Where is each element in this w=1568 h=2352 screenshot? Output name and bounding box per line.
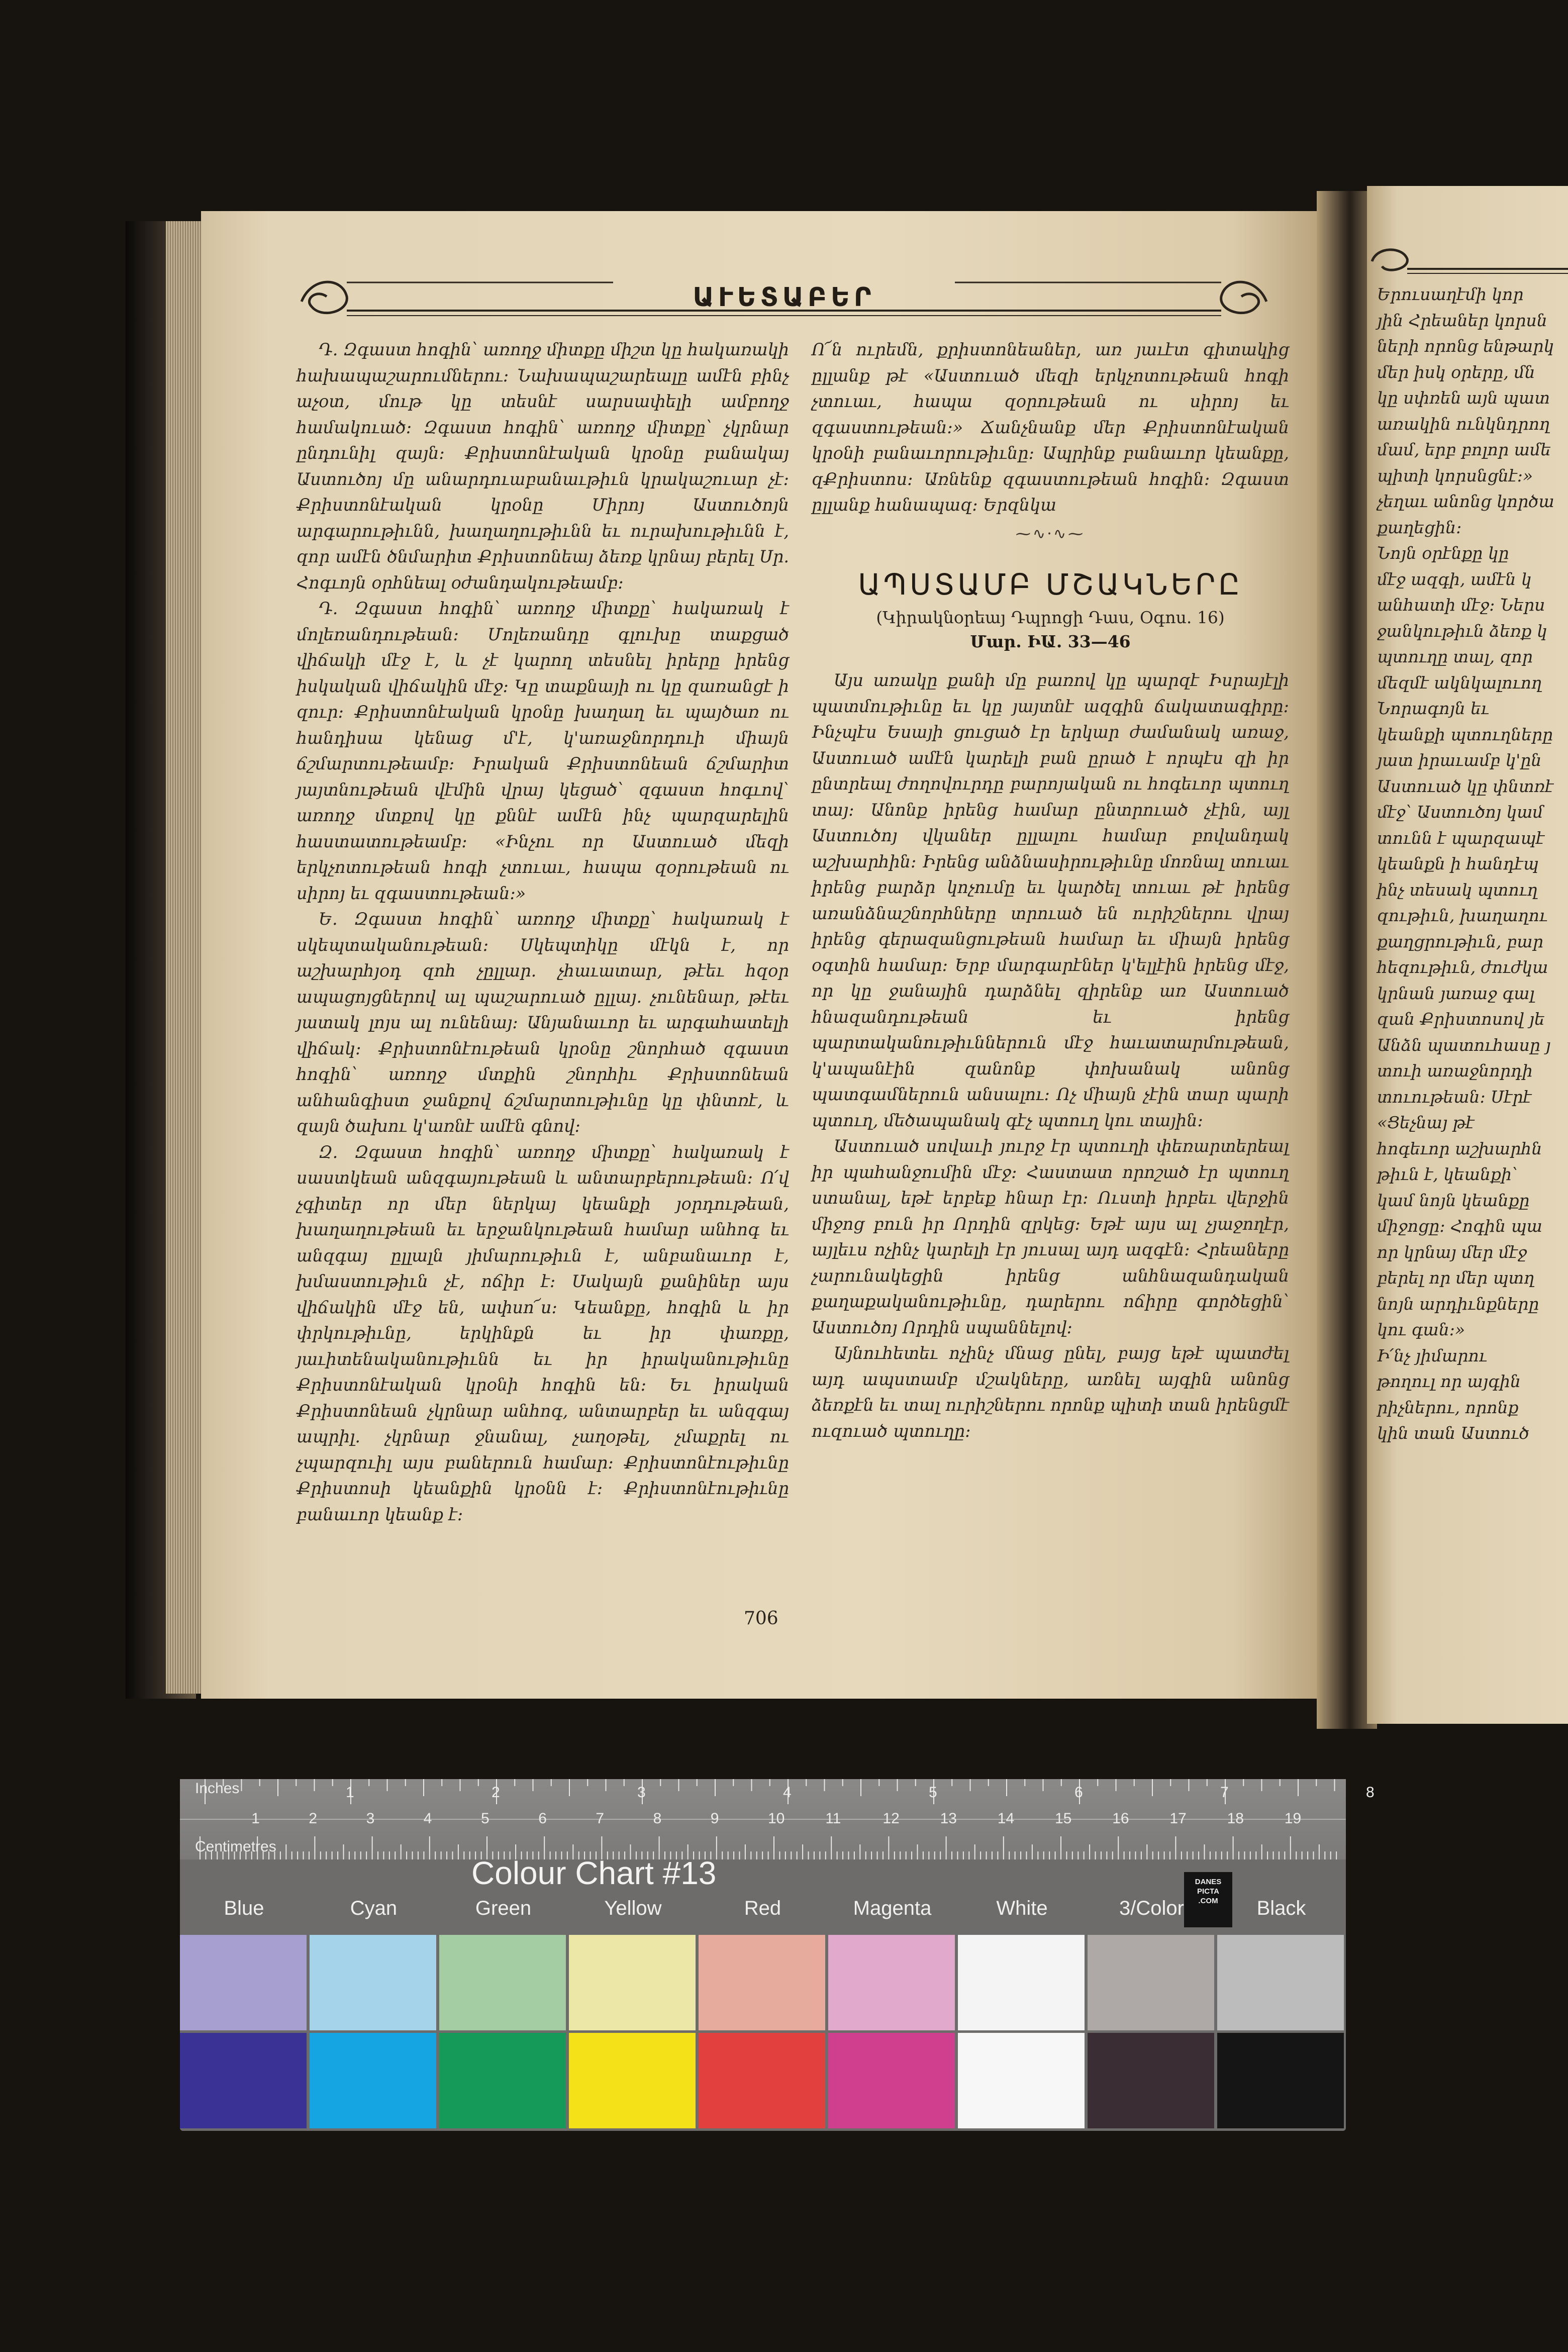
text-line: կամ նոյն կեանքը [1377,1190,1530,1210]
text-line: որ կրնայ մեր մէջ [1377,1242,1527,1262]
text-line: նոյն արդիւնքները [1377,1294,1539,1314]
cm-number: 4 [423,1810,432,1827]
swatch-label: Black [1256,1897,1306,1919]
text-line: կին տան Աստուծ [1377,1423,1529,1443]
cm-number: 18 [1227,1810,1244,1827]
inch-number: 8 [1366,1784,1375,1801]
ruler [180,1779,1375,1859]
swatch-light [1088,1935,1214,2030]
swatch-dark [1217,2033,1344,2128]
text-line: տուութեան։ Սէրէ [1377,1087,1532,1107]
page-header [291,271,1277,327]
text-line: պտուղը տալ, զոր [1377,647,1533,666]
paragraph: Դ. Զգաստ հոգին՝ առողջ միտքը՝ հակառակ է մոլեռանդութեան։ Մոլեռանդը գլուխը տաքցած վիճակի մէջ է, և չէ կարող տեսնել իրերը իրենց իսկական վիճակին մէջ։ Կը տաքնայի ու կը զառանցէ ի զուր։ Քրիստոնէական կրօնը խաղաղ եւ պայծառ ու հանդիսա կենաց մ'է, կ'առաջնորդուի միայն ճշմարտութեամբ։ Իրական Քրիստոնեան ճշմարիտ յայտնութեան վէմին վրայ կեցած՝ զգաստ հոգւով՝ առողջ մտքով կը քննէ ամէն ինչ պարզարելին հաստատութեամբ։ «Ինչու որ Աստուած մեզի երկչոտութեան հոգի չտուաւ, հապա զօրութեան ու սիրոյ եւ զգաստութեան։» [297,599,789,903]
cm-number: 12 [883,1810,900,1827]
swatch-dark [569,2033,696,2128]
swatch-dark [828,2033,955,2128]
swatch-label: Magenta [853,1897,932,1919]
text-line: չեղաւ անոնց կործա [1377,492,1554,511]
cm-number: 2 [309,1810,318,1827]
swatch-light [1217,1935,1344,2030]
text-line: Ի՛նչ յիմարու [1377,1345,1487,1365]
swatch-light [569,1935,696,2030]
text-line: մէջ ազգի, ամէն կ [1377,569,1532,589]
text-line: ջանկութիւն ձեռք կ [1377,621,1547,641]
text-line: Անձն պատուհասը յ [1377,1035,1551,1055]
paragraph: Դ. Զգաստ հոգին՝ առողջ միտքը միշտ կը հակառակի հախապաշարումներու։ Նախապաշարեալը ամէն բինչ աչօտ, մութ կը տեսնէ սարսափելի ամբողջ համակուած։ Զգաստ հոգին՝ առողջ միտքը՝ չկրնար ընդունիլ զայն։ Քրիստոնէական կրօնը բանակայ Աստուծոյ մը անարդուաբանաւթիւն կրակաշուար չէ։ Քրիստոնէական կրօնը Միրոյ Աստուծոյն արգարութիւնն, խաղաղութիւնն եւ ուրախութիւնն է, զոր ամէն ծնմարիտ Քրիստոնեայ ձեռք կրնայ բերել Սր. Հոգւոյն օրհնեալ օժանդակութեամբ։ [297,340,789,593]
inch-number: 4 [783,1784,792,1801]
text-line: պիտի կորսնցնէ։» [1377,465,1533,485]
text-line: Նորագոյն եւ [1377,699,1489,718]
cm-number: 8 [653,1810,662,1827]
text-line: կեանքն ի հանդէպ [1377,854,1539,873]
swatch-label: Yellow [604,1897,662,1919]
text-line: առակին ունկնդրող [1377,414,1550,434]
text-line: կեանքի պտուղները [1377,724,1553,744]
paragraph: Ե. Զգաստ հոգին՝ առողջ միտքը՝ հակառակ է սկեպտականութեան։ Սկեպտիկը մէկն է, որ աշխարհյօդ զոհ չըլլար. չհաւատար, թէեւ հզօր ապացոյցներով ալ պաշարուած ըլլայ. չունենար, թէեւ յատակ լոյս ալ ունենայ։ Անյանաւոր եւ արգահատելի վիճակ։ Քրիստոնէութեան կրօնը շնորհած զգաստ հոգին՝ առողջ մտքին շնորհիւ Քրիստոնեան անհանգիստ ջանքով ճշմարտութիւնը կը փնտռէ, և զայն ծախու կ'առնէ ամէն գնով։ [297,909,789,1136]
cm-number: 13 [940,1810,957,1827]
text-line: քաղցրութիւն, բար [1377,931,1543,951]
article-source: (Կիրակնօրեայ Դպրոցի Դաս, Օգոս. 16) [876,608,1225,627]
text-line: մեզմէ ակնկալուող [1377,672,1542,693]
cm-number: 5 [481,1810,489,1827]
text-line: զութիւն, խաղաղու [1377,906,1548,925]
text-line: կու գան։» [1377,1320,1465,1339]
swatch-label: Cyan [350,1897,398,1919]
text-line: ինչ տեսակ պտուղ [1377,879,1538,900]
cm-number: 19 [1284,1810,1302,1827]
text-line: միջոցը։ Հոգին պա [1377,1216,1542,1236]
swatch-label: Blue [224,1897,264,1919]
text-line: Աստուած կը փնտռէ [1377,776,1554,796]
text-line: զան Քրիստոսով յե [1377,1009,1545,1029]
swatch-dark [180,2033,307,2128]
paragraph: Ո՜ն ուրեմն, քրիստոնեաներ, առ յաւէտ գիտակից ըլլանք թէ «Աստուած մեզի երկչոտութեան հոգի չտուաւ, հապա զօրութեան ու սիրոյ եւ զգաստութեան։» Ճանչնանք մեր Քրիստոնէական կրօնի բանաւորութիւնը։ Ապրինք բանաւոր կեանքը, զՔրիստոս։ Առնենք զգաստութեան հոգին։ Զգաստ ըլլանք հանապազ։ Երզնկա [812,340,1289,515]
text-line: կրնան յառաջ գալ [1377,983,1535,1003]
text-line: մէջ՝ Աստուծոյ կամ [1377,802,1543,822]
scripture-reference: Մար. ԻԱ. 33—46 [970,632,1131,651]
cm-number: 9 [710,1810,719,1827]
text-line: բերել որ մեր պտղ [1377,1268,1535,1288]
page-edges [166,221,201,1694]
cm-number: 7 [596,1810,605,1827]
header-ornament [1367,246,1568,276]
swatch-label: Green [475,1897,532,1919]
inch-number: 6 [1074,1784,1083,1801]
swatch-light [439,1935,566,2030]
text-line: ների որոնց ենթարկ [1377,336,1554,356]
swatch-label: 3/Color [1119,1897,1184,1919]
cm-number: 3 [366,1810,375,1827]
text-column-2 [812,337,1289,1444]
paragraph: Այնուհետեւ ոչինչ մնաց ընել, բայց եթէ պատժել այդ ապստամբ մշակները, առնել այգին անոնց ձեռքէն եւ տալ ուրիշներու որոնք պիտի տան իրենցմէ ուզուած պտուղը։ [812,1343,1289,1441]
swatch-dark [1088,2033,1214,2128]
left-page [201,211,1322,1699]
cm-number: 11 [825,1810,841,1827]
inch-number: 2 [492,1784,500,1801]
cm-number: 10 [768,1810,785,1827]
swatch-light [958,1935,1085,2030]
right-page-text [1377,281,1568,1446]
text-line: Երուսաղէմի կոր [1377,284,1524,304]
text-line: թիւն է, կեանքի՝ [1377,1164,1518,1184]
text-line: մեր իսկ օրերը, մն [1377,362,1535,382]
swatch-light [310,1935,436,2030]
page-number: 706 [744,1608,778,1629]
inch-number: 3 [637,1784,646,1801]
cm-number: 14 [997,1810,1015,1827]
text-line: տուի առաջնորդի [1377,1061,1533,1081]
danes-picta-logo: DANES PICTA .COM [1184,1872,1232,1927]
cm-number: 1 [251,1810,260,1827]
swatch-light [180,1935,307,2030]
swatch-label: Red [744,1897,781,1919]
text-line: Նոյն օրէնքը կը [1377,543,1509,563]
paragraph: Այս առակը քանի մը բառով կը պարզէ Իսրայէլի պատմութիւնը եւ կը յայտնէ ազգին ճակատագիրը։ Ինչպէս Եսայի ցուցած էր երկար ժամանակ առաջ, Աստուած ամէն կարելի բան ըրած է որպէս զի իր ընտրեալ ժողովուրդը բարոյական ու հոգեւոր պտուղ տայ։ Անոնք իրենց համար ընտրուած չէին, այլ Աստուծոյ վկաներ ըլլալու համար բովանդակ աշխարհին։ Իրենց անձնասիրութիւնը մոռնալ տուաւ իրենց բարձր կոչումը եւ կարծել տուաւ թէ իրենց առանձնաշնորհները տրուած են ուրիշներու վրայ իրենց գերազանցութեան համար եւ միայն իրենց օգտին համար։ Երբ մարգարէներ կ'ելլէին իրենց մէջ, որ կը ջանային դարձնել զիրենք առ Աստուած հնազանդութեան եւ իրենց պարտականութիւններուն մէջ հաւատարմութեան, կ'ապանէին զանոնք փոխանակ անոնց պատգամներուն անսալու։ Ոչ միայն չէին տար պարի պտուղ, մեծապանակ գէչ պտուղ կու տային։ [812,670,1289,1130]
swatch-light [699,1935,825,2030]
colour-chart-title: Colour Chart #13 [471,1855,717,1891]
text-line: յատ իրաւամբ կ'ըն [1377,750,1542,770]
inches-label: Inches [195,1780,240,1797]
paragraph: Զ. Զգաստ հոգին՝ առողջ միտքը՝ հակառակ է սաստկեան անզգայութեան և անտարբերութեան։ Ո՛վ չգիտեր որ մեր ներկայ կեանքի յօրդութեան, խաղաղութեան եւ երջանկութեան համար անհոգ եւ անզգայ ըլլալն յիմարութիւն է, անբանաւոր է, խմաստութիւն չէ, ոճիր է։ Սակայն քանիներ այս վիճակին մէջ են, ափսո՜ս։ Կեանքը, հոգին և իր փրկութիւնը, երկինքն եւ իր փառքը, յաւիտենականութիւնն եւ իր իրականութիւնը Քրիստոնէական կրօնի հոգին են։ Եւ իրական Քրիստոնեան չկրնար անհոգ, անտարբեր եւ անզգայ ապրիլ. չկրնար ջնանալ, չաղօթել, չմաքրել ու չպարզուիլ այս բաներուն համար։ Քրիստոնէութիւնը Քրիստոսի կեանքին կրօնն է։ Քրիստոնէութիւնը բանաւոր կեանք է։ [297,1142,789,1524]
cm-number: 6 [538,1810,547,1827]
swatch-light [828,1935,955,2030]
text-line: յին Հրեաներ կորսն [1377,310,1547,330]
text-line: քաղեցին։ [1377,517,1462,537]
cm-number: 17 [1169,1810,1187,1827]
text-line: հոգեւոր աշխարհն [1377,1138,1542,1158]
running-head: ԱՒԵՏԱԲԵՐ [693,282,875,313]
article-title: ԱՊՍՏԱՄԲ ՄՇԱԿՆԵՐԸ [858,567,1243,602]
text-line: մամ, երբ բոլոր ամե [1377,440,1551,459]
text-line: անհատի մէջ։ Ներս [1377,595,1545,615]
text-line: կը սփռեն այն պատ [1377,388,1550,408]
cm-number: 15 [1055,1810,1072,1827]
section-divider-ornament: ⁓∿⸱∿⁓ [1015,525,1086,543]
inch-number: 5 [929,1784,937,1801]
swatch-label: White [996,1897,1048,1919]
text-line: հեզութիւն, ժուժկա [1377,957,1548,977]
right-page [1367,186,1568,1724]
colour-chart-card [180,1779,1375,2131]
swatch-dark [699,2033,825,2128]
swatch-dark [310,2033,436,2128]
inch-number: 1 [346,1784,354,1801]
swatch-dark [958,2033,1085,2128]
text-line: տունն է պարզապէ [1377,828,1545,848]
text-line: թողուլ որ այգին [1377,1371,1521,1391]
swatch-dark [439,2033,566,2128]
inch-number: 7 [1220,1784,1229,1801]
text-line: «Ցեչնայ թէ [1377,1113,1475,1132]
text-column-1 [297,337,789,1527]
text-line: րիչներու, որոնք [1377,1397,1519,1417]
centimetres-label: Centimetres [195,1838,276,1855]
paragraph: Աստուած սովաւի յուրջ էր պտուղի փեռարտերեալ իր պահանջումին մէջ։ Հաստատ որոշած էր պտուղ ստանալ, եթէ երբեք հնար էր։ Ուստի իրբեւ վերջին միջոց բուն իր Որդին զրկեց։ Եթէ այս ալ չյաջողէր, այլեւս ոչինչ կարելի էր յուսալ այդ ազգէն։ Հրեաները չարունակեցին իրենց անհնազանդական քաղաքականութիւնը, դարերու ոճիրը գործեցին՝ Աստուծոյ Որդին սպաննելով։ [812,1136,1289,1337]
cm-number: 16 [1112,1810,1129,1827]
